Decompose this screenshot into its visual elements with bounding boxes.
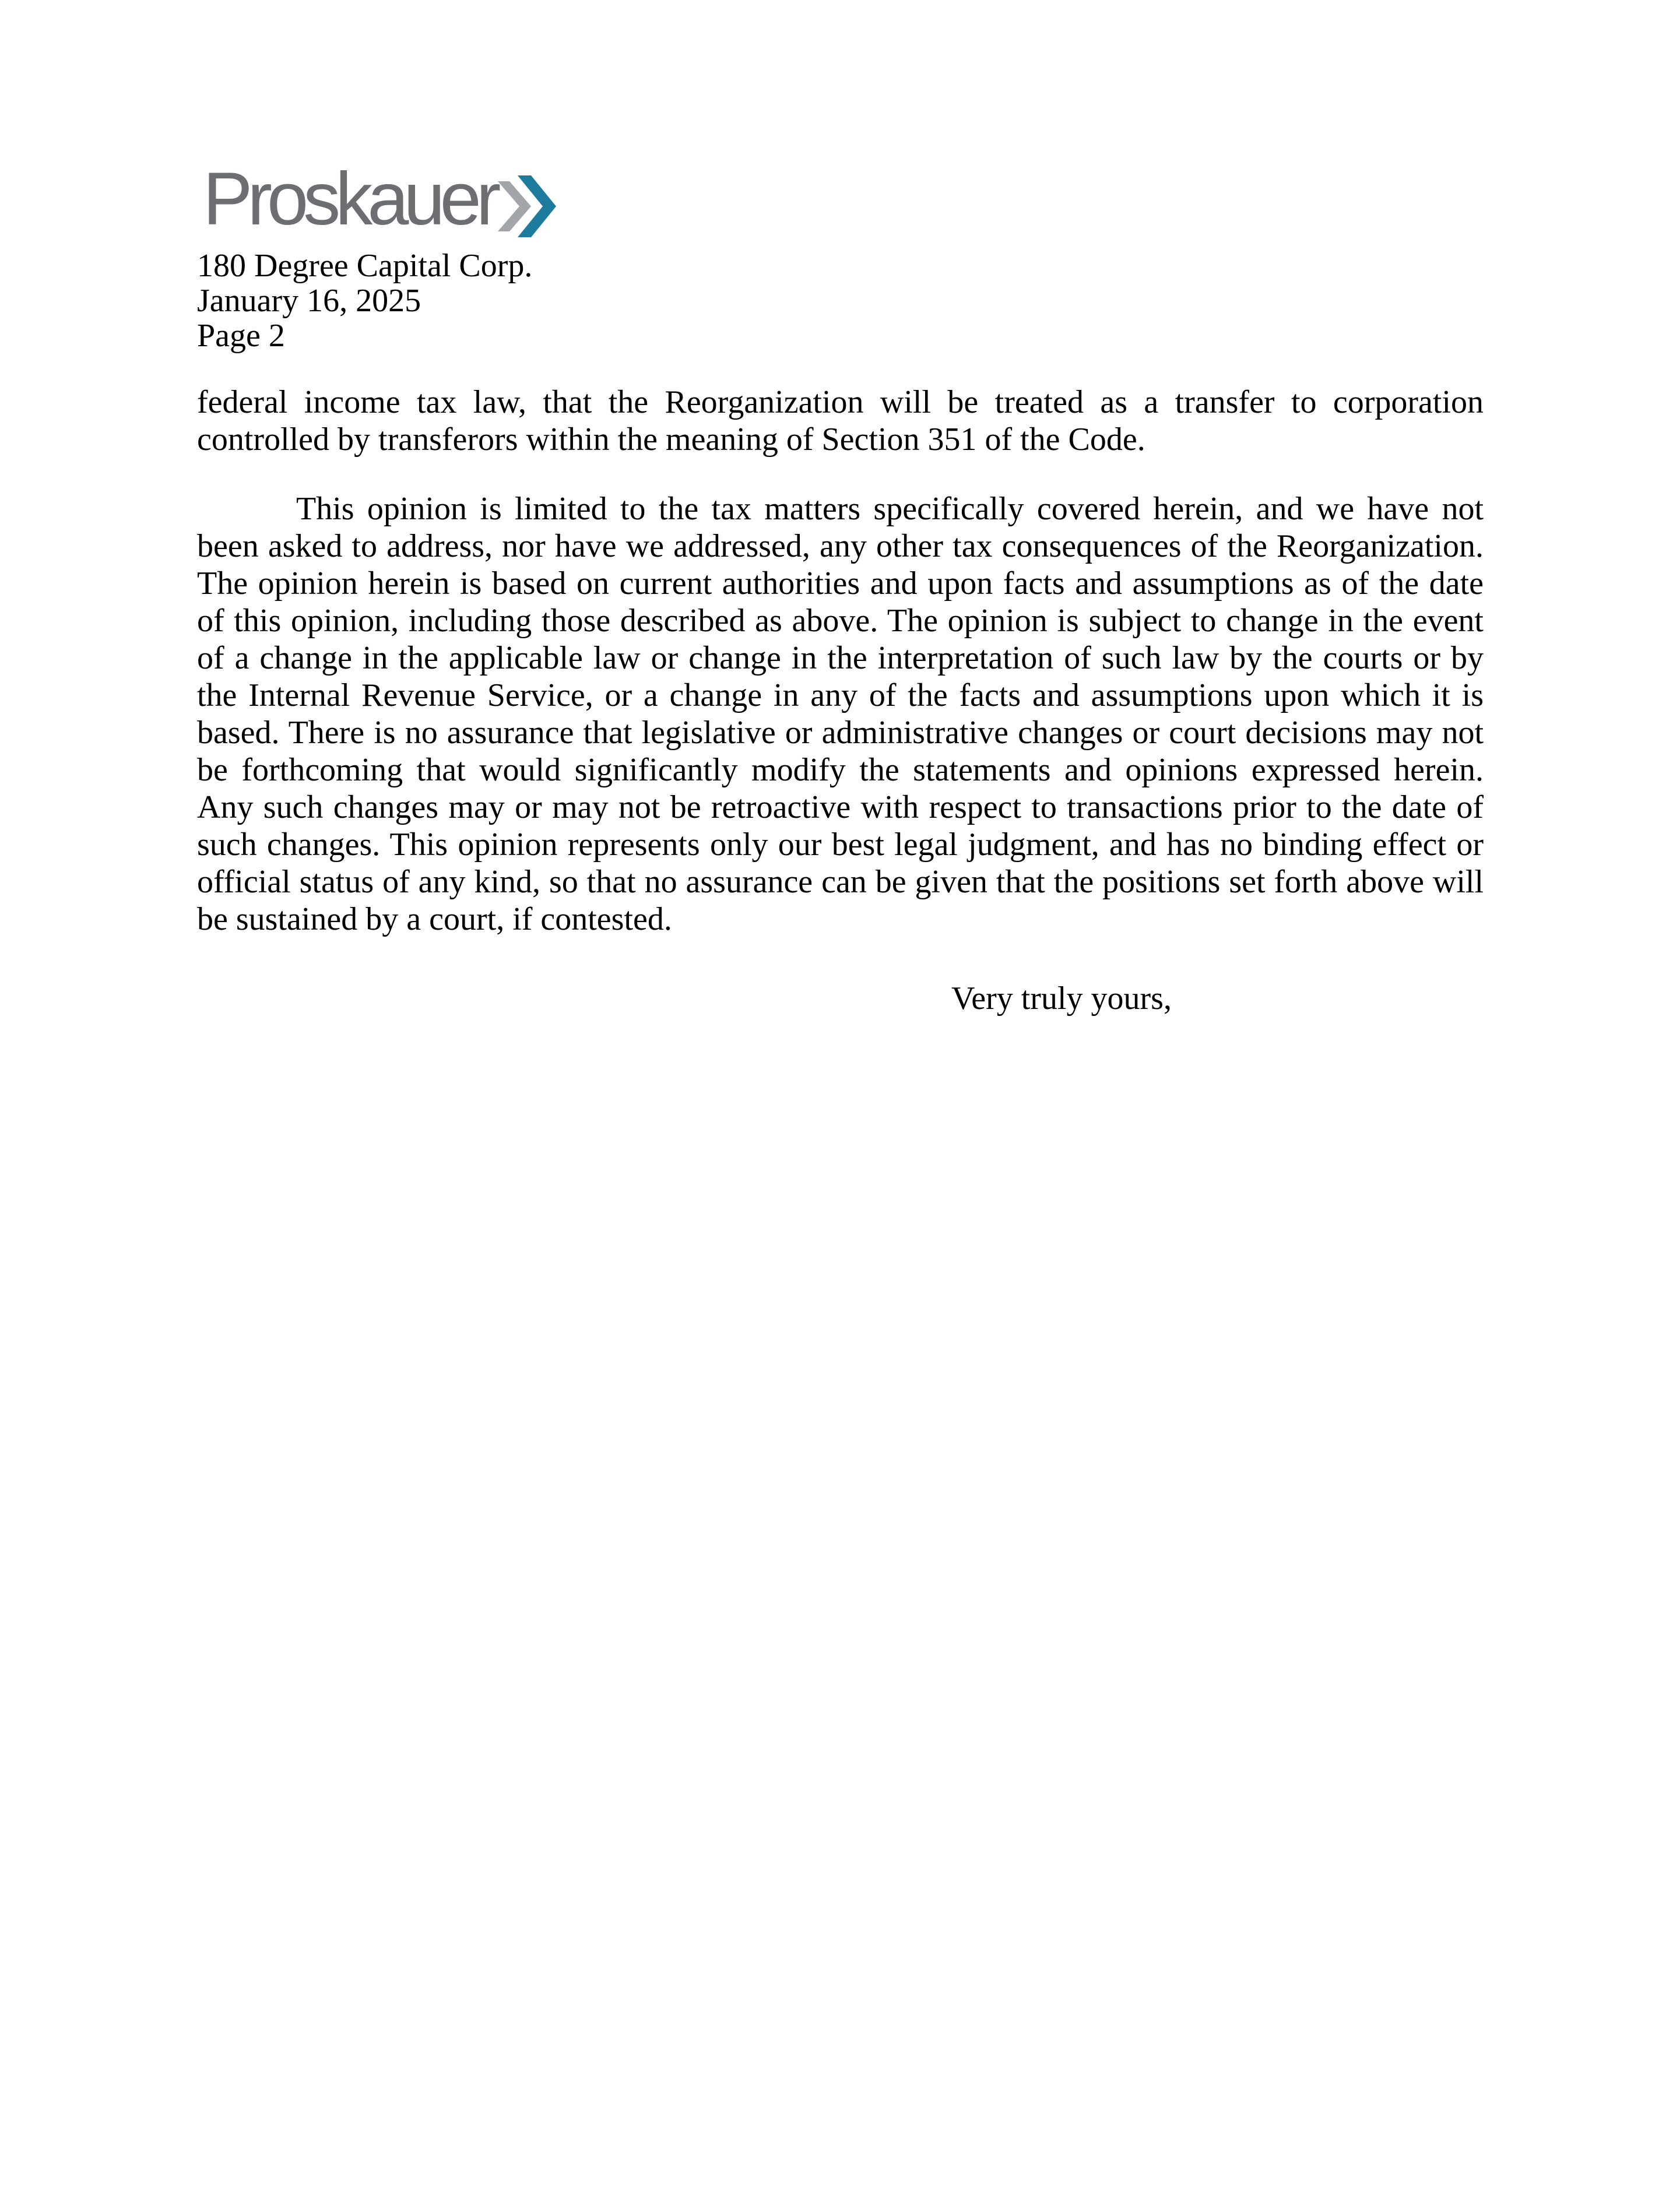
proskauer-chevron-icon: [498, 175, 556, 237]
proskauer-logo-text: Proskauer: [203, 157, 496, 241]
chevron-silver-shape: [498, 181, 531, 231]
recipient-line: 180 Degree Capital Corp.: [197, 248, 533, 284]
body-paragraph-2: This opinion is limited to the tax matters specifically covered herein, and we have not been asked to address, nor have we addressed, any other tax consequences of the Reorganization. The opinion herein is based on current authorities and upon facts and assumptions as of the date of this opinion, including those described as above. The opinion is subject to change in the event of a change in the applicable law or change in the interpretation of such law by the courts or by the Internal Revenue Service, or a change in any of the facts and assumptions upon which it is based. There is no assurance that legislative or administrative changes or court decisions may not be forthcoming that would significantly modify the statements and opinions expressed herein. Any such changes may or may not be retroactive with respect to transactions prior to the date of such changes. This opinion represents only our best legal judgment, and has no binding effect or official status of any kind, so that no assurance can be given that the positions set forth above will be sustained by a court, if contested.: [197, 491, 1484, 937]
valediction: Very truly yours,: [951, 980, 1172, 1017]
date-line: January 16, 2025: [197, 283, 421, 319]
proskauer-logo: [203, 156, 556, 242]
letter-header: [197, 248, 532, 353]
body-paragraph-1: federal income tax law, that the Reorganization will be treated as a transfer to corporation controlled by transferors within the meaning of Section 351 of the Code.: [197, 384, 1484, 458]
page-number-line: Page 2: [197, 318, 285, 354]
